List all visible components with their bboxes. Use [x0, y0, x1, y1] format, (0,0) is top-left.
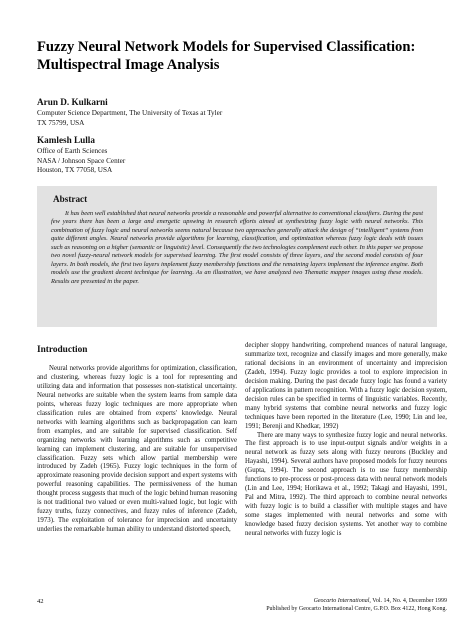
author-block-2 [37, 134, 337, 176]
section-heading-introduction: Introduction [37, 345, 88, 355]
journal-citation [187, 597, 447, 605]
abstract-text: It has been well established that neural networks provide a reasonable and powerful alternative to conventional classifiers. During the past few years there has been a large and energetic upswing in research efforts aimed at synthesizing fuzzy logic with neural networks. This combination of fuzzy logic and neural networks seems natural because two approaches generally attack the design of “intelligent” systems from quite different angles. Neural networks provide algorithms for learning, classification, and optimization whereas fuzzy logic deals with issues such as reasoning on a higher (semantic or linguistic) level. Consequently the two technologies complement each other. In this paper we propose two novel fuzzy-neural network models for supervised learning. The first model consists of three layers, and the second model consists of four layers. In both models, the first two layers implement fuzzy membership functions and the remaining layers implement the inference engine. Both models use the gradient decent technique for learning. As an illustration, we have analyzed two Thematic mapper images using these models. Results are presented in the paper. [51, 210, 423, 285]
journal-name: Geocarto International [313, 598, 370, 604]
body-paragraph: Neural networks provide algorithms for optimization, classification, and clustering, whereas fuzzy logic is a tool for representing and utilizing data and information that possesses non-statistical uncertainty. Neural networks are suitable when the system learns from sample data points, whereas fuzzy logic techniques are more appropriate when classification rules are obtained from experts' knowledge. Neural networks with learning algorithms such as backpropagation can learn from examples, and are suitable for supervised classification. Self organizing networks with learning algorithms such as competitive learning can implement clustering, and are suitable for unsupervised classification. Fuzzy sets which allow partial membership were introduced by Zadeh (1965). Fuzzy logic techniques in the form of approximate reasoning provide decision support and expert systems with powerful reasoning capabilities. The permissiveness of the human thought process suggests that much of the logic behind human reasoning is not traditional two valued or even multi-valued logic, but logic with fuzzy truths, fuzzy connectives, and fuzzy rules of inference (Zadeh, 1973). The exploitation of tolerance for imprecision and uncertainty underlies the remarkable human ability to understand distorted speech, [37, 365, 237, 534]
abstract-box [37, 186, 437, 327]
author-name: Kamlesh Lulla [37, 135, 95, 145]
journal-footer [187, 597, 447, 613]
author-affiliation-line: Houston, TX 77058, USA [37, 166, 113, 175]
page-number: 42 [37, 598, 44, 605]
author-affiliation-line: Computer Science Department, The University of Texas at Tyler [37, 109, 223, 117]
author-affiliation-line: NASA / Johnson Space Center [37, 156, 126, 165]
abstract-heading: Abstract [53, 194, 88, 204]
journal-issue: , Vol. 14, No. 4, December 1999 [369, 598, 447, 604]
right-column [245, 342, 447, 539]
author-affiliation-line: Office of Earth Sciences [37, 147, 108, 155]
body-paragraph: decipher sloppy handwriting, comprehend nuances of natural language, summarize text, recognize and classify images and more generally, make rational decisions in an environment of uncertainty and imprecision (Zadeh, 1994). Fuzzy logic provides a tool to explore imprecision in decision making. During the past decade fuzzy logic has found a variety of applications in pattern recognition. With a fuzzy logic decision system, decision rules can be specified in terms of linguistic variables. Recently, many hybrid systems that combine neural networks and fuzzy logic techniques have been reported in the literature (Lee, 1990; Lin and lee, 1991; Berenji and Khedkar, 1992) [245, 342, 447, 430]
author-affiliation-line: TX 75799, USA [37, 118, 85, 127]
author-name: Arun D. Kulkarni [37, 97, 108, 107]
body-paragraph: There are many ways to synthesize fuzzy logic and neural networks. The first approach is to use input-output signals and/or weights in a neural network as fuzzy sets along with fuzzy neurons (Buckley and Hayashi, 1994). Several authors have proposed models for fuzzy neurons (Gupta, 1994). The second approach is to use fuzzy membership functions to pre-process or post-process data with neural network models (Lin and Lee, 1994; Horikawa et al., 1992; Takagi and Hayashi, 1991, Pal and Mitra, 1992). The third approach to combine neural networks with fuzzy logic is to build a classifier with multiple stages and have some stages implemented with neural networks and some with knowledge based fuzzy decision systems. Yet another way to combine neural networks with fuzzy logic is [245, 431, 447, 538]
paper-title: Fuzzy Neural Network Models for Supervised Classification: Multispectral Image Analysis [37, 39, 416, 73]
author-block-1 [37, 96, 337, 128]
left-column [37, 345, 237, 535]
publisher-line: Published by Geocarto International Centre, G.P.O. Box 4122, Hong Kong. [266, 606, 447, 612]
